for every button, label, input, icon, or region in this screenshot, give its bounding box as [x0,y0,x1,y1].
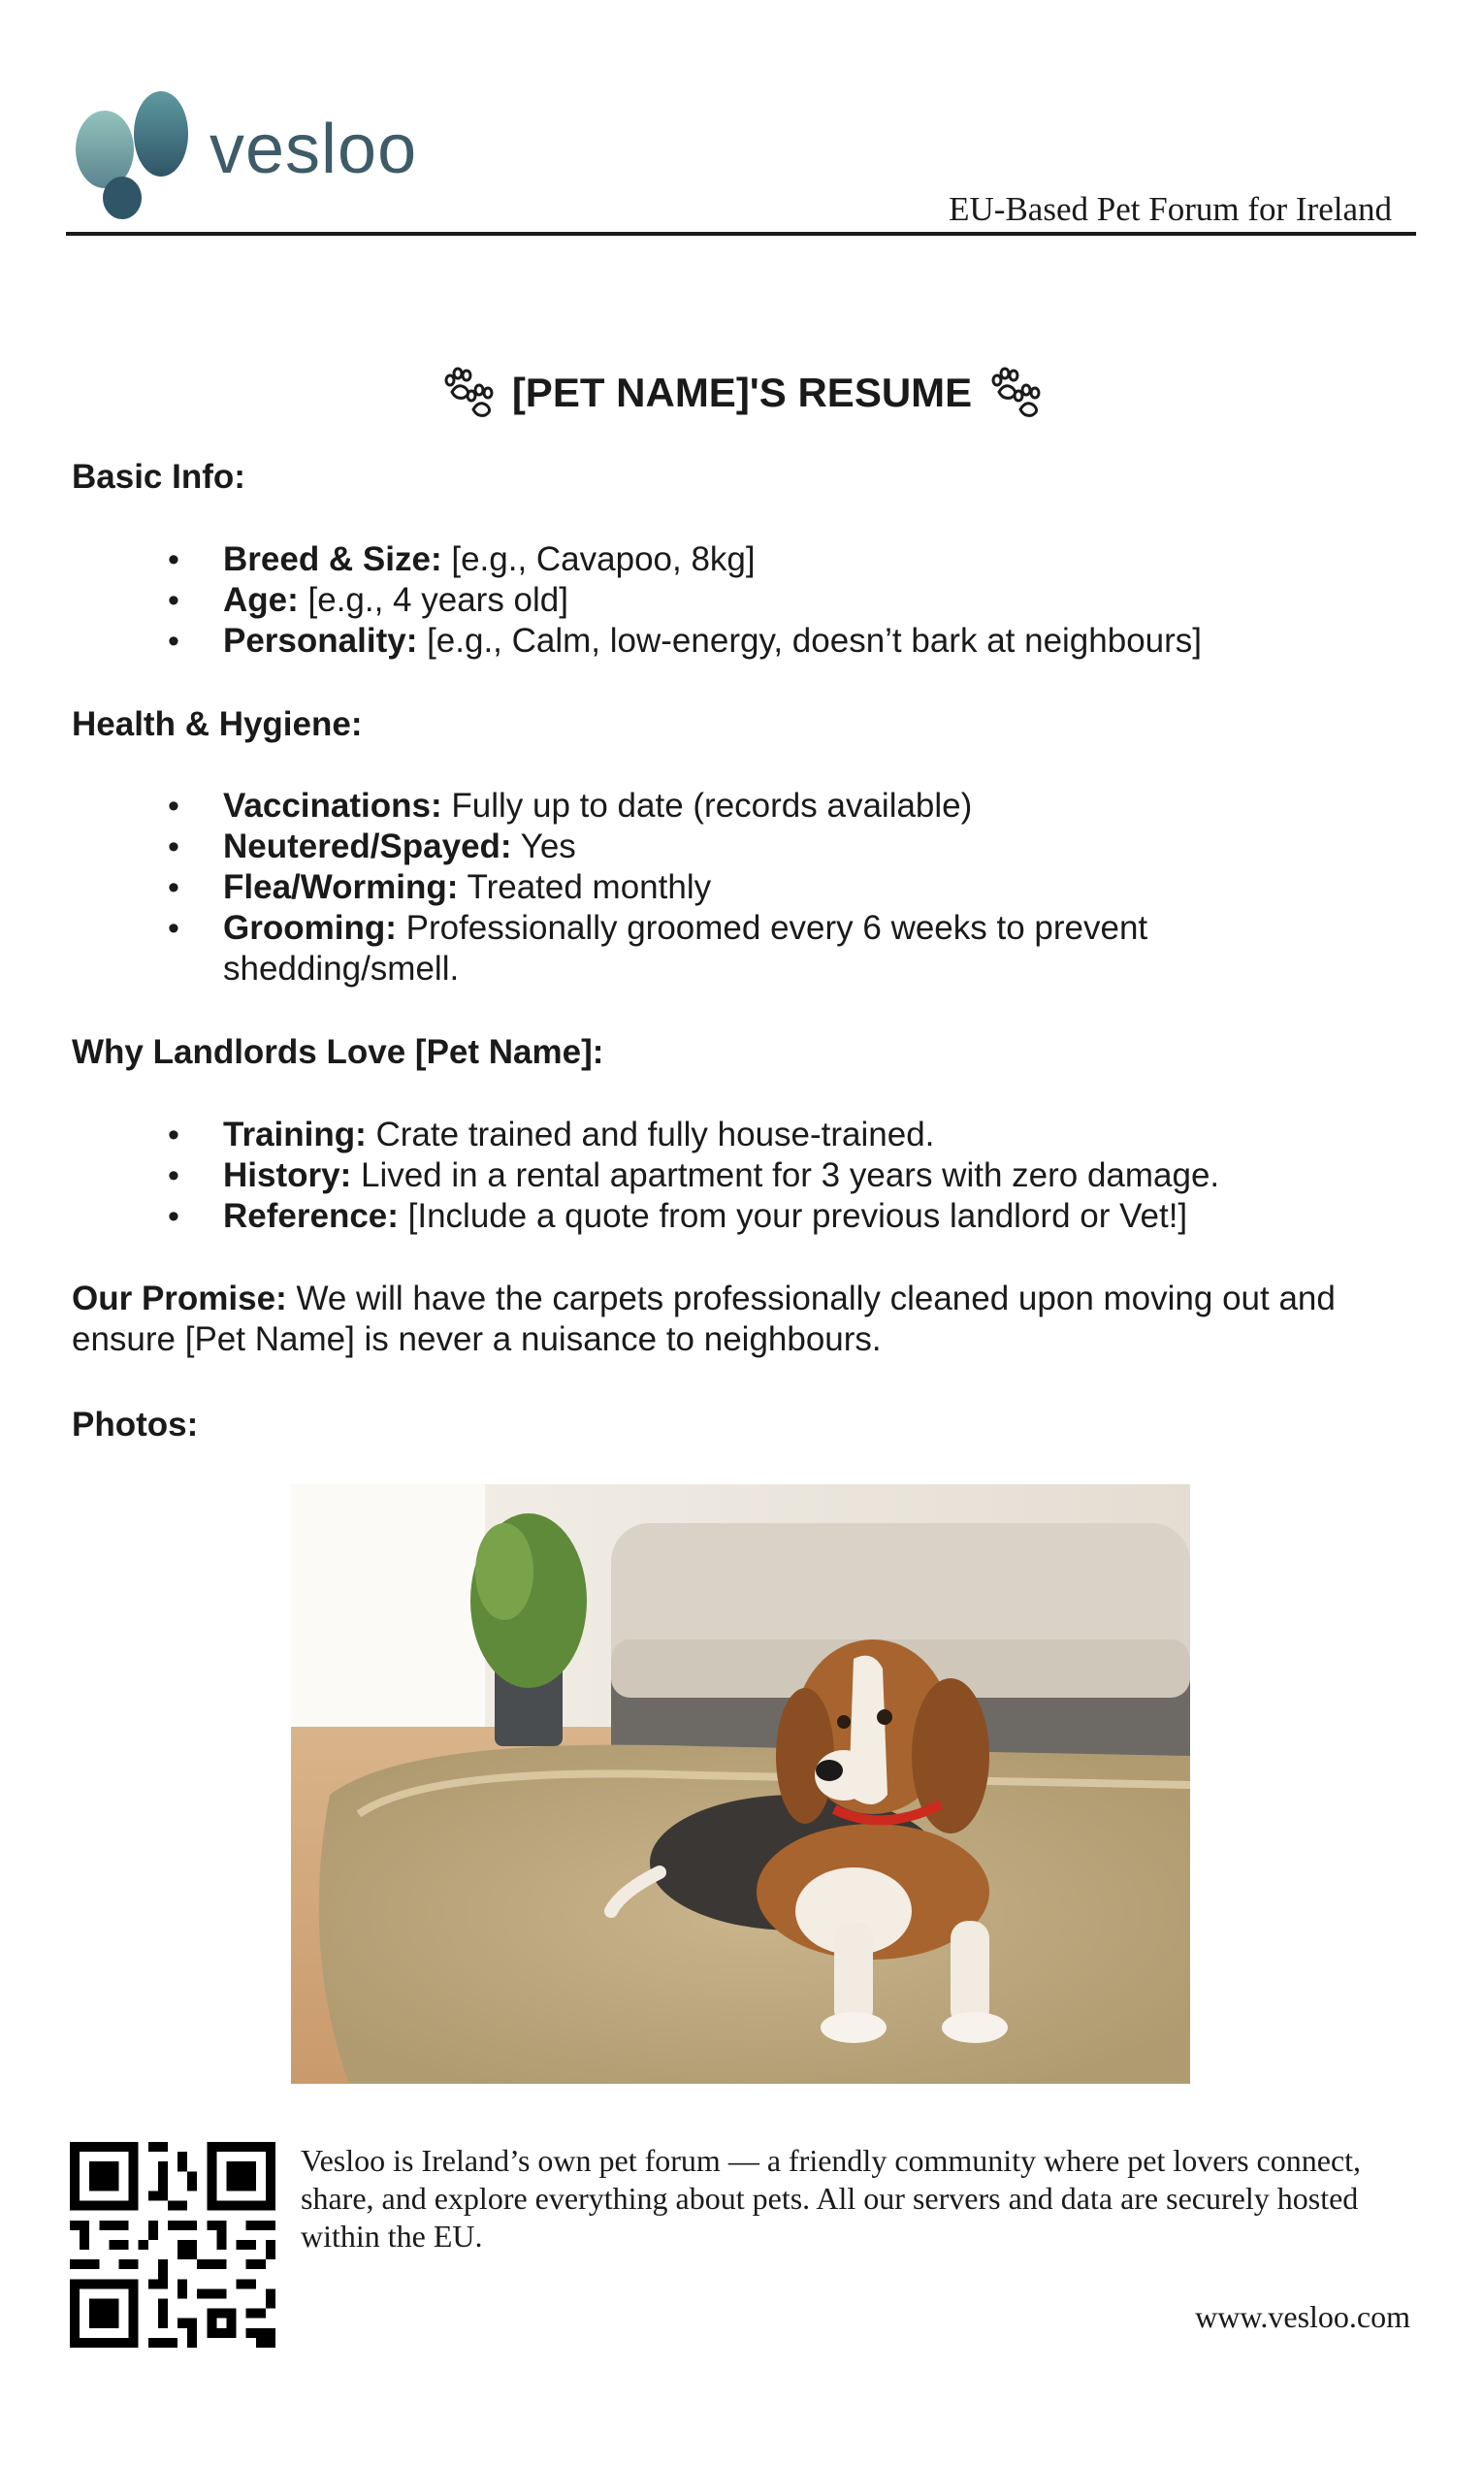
resume-title: [PET NAME]'S RESUME [511,369,973,415]
section-heading-why-landlords: Why Landlords Love [Pet Name]: [72,1033,604,1071]
health-hygiene-list [72,786,1352,990]
page-title [0,363,1484,420]
list-item: • History: Lived in a rental apartment for 3 years with zero damage. [72,1155,1352,1196]
list-item: • Personality: [e.g., Calm, low-energy, doesn’t bark at neighbours] [72,621,1352,662]
paw-prints-icon [989,367,1042,419]
list-item: • Age: [e.g., 4 years old] [72,580,1352,621]
section-heading-basic-info: Basic Info: [72,458,245,496]
list-item: • Flea/Worming: Treated monthly [72,867,1352,908]
list-item: • Vaccinations: Fully up to date (records available) [72,786,1352,827]
vesloo-logo-icon [72,89,192,221]
why-landlords-list [72,1115,1352,1237]
basic-info-list [72,539,1352,662]
list-item: • Grooming: Professionally groomed every 6 weeks to prevent shedding/smell. [72,908,1352,990]
paw-prints-icon [442,367,495,419]
list-item: • Breed & Size: [e.g., Cavapoo, 8kg] [72,539,1352,580]
dog-photo [291,1484,1190,2084]
qr-code[interactable] [70,2142,275,2348]
header-tagline: EU-Based Pet Forum for Ireland [949,190,1392,228]
header-divider [66,232,1416,236]
website-link[interactable]: www.vesloo.com [1195,2299,1410,2334]
footer-description: Vesloo is Ireland’s own pet forum — a friendly community where pet lovers connect, share, and explore everything about pets. All our servers and data are securely hosted within the EU. [301,2143,1362,2254]
section-heading-photos: Photos: [72,1406,199,1444]
our-promise: Our Promise: We will have the carpets professionally cleaned upon moving out and ensure [Pet Name] is never a nuisance to neighbours. [72,1280,1336,1358]
list-item: • Reference: [Include a quote from your previous landlord or Vet!] [72,1196,1352,1237]
list-item: • Neutered/Spayed: Yes [72,827,1352,867]
section-heading-health-hygiene: Health & Hygiene: [72,705,363,743]
list-item: • Training: Crate trained and fully house-trained. [72,1115,1352,1155]
brand-name: vesloo [210,111,418,188]
